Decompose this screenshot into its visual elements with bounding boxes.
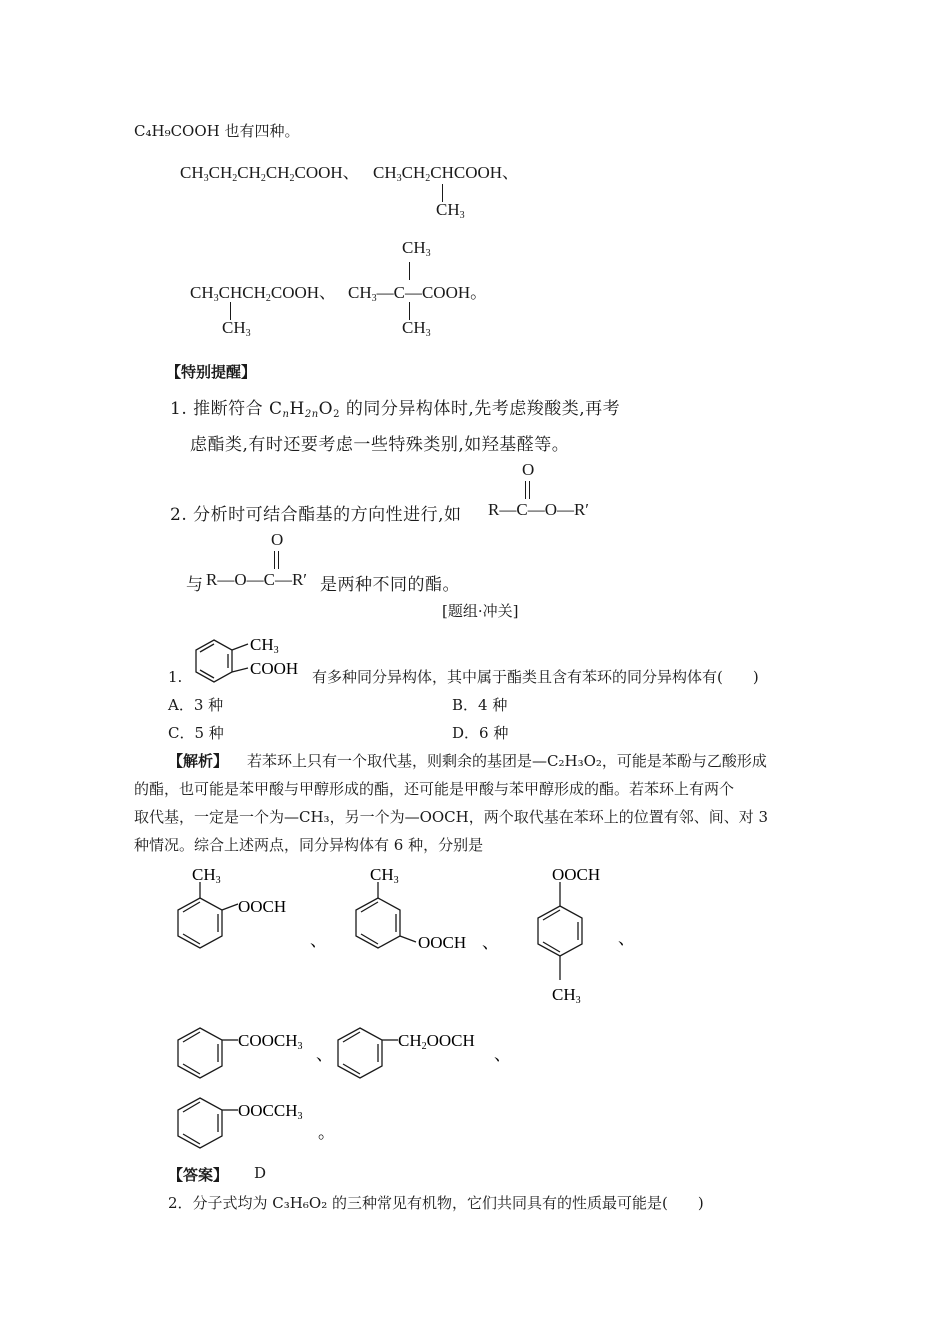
q1-ch3-label: CH3	[250, 635, 279, 656]
tip-item-1-line-2: 虑酯类,有时还要考虑一些特殊类别,如羟基醛等。	[190, 435, 570, 455]
q1-cooh-label: COOH	[250, 659, 299, 678]
double-bond	[525, 481, 530, 499]
analysis-line-1: 若苯环上只有一个取代基，则剩余的基团是—C₂H₃O₂，可能是苯酚与乙酸形成	[232, 752, 767, 770]
answer-label: 【答案】	[168, 1166, 229, 1184]
ester-formula-1: R—C—O—R′	[488, 500, 590, 519]
ester-formula-2: R—O—C—R′	[206, 570, 308, 589]
svg-text:、: 、	[618, 929, 635, 948]
tip-item-1-line-1: 1. 推断符合 $C_nH_{2n}O_2$ 的同分异构体时,先考虑羧酸类,再考	[170, 399, 621, 420]
tip-item-2-line-1: 2. 分析时可结合酯基的方向性进行,如	[170, 505, 462, 525]
acid-dimethyl-top: $CH_3$	[402, 238, 431, 259]
svg-text:CH2OOCH: CH2OOCH	[398, 1031, 475, 1052]
q1-option-b[interactable]: B．4 种	[452, 696, 508, 714]
svg-text:CH3: CH3	[192, 865, 221, 886]
ester-1-carbonyl-o: O	[522, 460, 535, 479]
section-label: [题组·冲关]	[442, 602, 519, 620]
q1-number: 1.	[168, 668, 183, 686]
acid-dimethyl-main: $CH_3—C—COOH$。	[348, 283, 488, 304]
double-bond	[274, 551, 279, 569]
tip-item-2-line-2-pre: 与	[186, 575, 204, 595]
svg-text:。: 。	[318, 1123, 335, 1142]
isomer-methyl-benzoate	[170, 1020, 333, 1090]
svg-text:OOCH: OOCH	[552, 865, 601, 884]
intro-line: C₄H₉COOH 也有四种。	[134, 122, 300, 140]
q1-option-a[interactable]: A．3 种	[168, 696, 224, 714]
acid-pentanoic: $CH_3CH_2CH_2CH_2COOH$、	[180, 163, 360, 184]
q2-stem: 2．分子式均为 C₃H₆O₂ 的三种常见有机物，它们共同具有的性质最可能是( )	[168, 1194, 704, 1212]
svg-text:、: 、	[494, 1045, 511, 1064]
acid-dimethyl-bottom: $CH_3$	[402, 318, 431, 339]
analysis-line-2: 的酯，也可能是苯甲酸与甲醇形成的酯，还可能是甲酸与苯甲醇形成的酯。若苯环上有两个	[134, 780, 735, 798]
svg-text:、: 、	[482, 933, 499, 952]
tip-heading: 【特别提醒】	[166, 363, 257, 381]
isomer-para	[530, 860, 650, 1010]
isomer-meta	[348, 860, 508, 970]
q1-option-d[interactable]: D．6 种	[452, 724, 509, 742]
analysis-label: 【解析】	[168, 752, 229, 770]
ester-2-carbonyl-o: O	[271, 530, 284, 549]
analysis-line-4: 种情况。综合上述两点，同分异构体有 6 种，分别是	[134, 836, 484, 854]
svg-text:OOCCH3: OOCCH3	[238, 1101, 303, 1122]
svg-text:CH3: CH3	[370, 865, 399, 886]
q1-molecule	[188, 632, 313, 690]
isomer-phenyl-acetate	[170, 1090, 370, 1160]
acid-2-methyl-branch: $CH_3$	[436, 200, 465, 221]
isomer-ortho	[170, 860, 330, 970]
svg-text:、: 、	[316, 1045, 333, 1064]
svg-text:OOCH: OOCH	[238, 897, 287, 916]
tip-item-2-line-2-post: 是两种不同的酯。	[320, 575, 460, 595]
svg-text:CH3: CH3	[552, 985, 581, 1006]
acid-2-methylbutanoic: $CH_3CH_2CHCOOH$、	[373, 163, 520, 184]
analysis-line-3: 取代基，一定是一个为—CH₃，另一个为—OOCH，两个取代基在苯环上的位置有邻、间、对 3	[134, 808, 769, 826]
q1-option-c[interactable]: C．5 种	[168, 724, 224, 742]
isomer-benzyl-formate	[330, 1020, 520, 1090]
q1-stem: 有多种同分异构体，其中属于酯类且含有苯环的同分异构体有( )	[312, 668, 759, 686]
svg-text:OOCH: OOCH	[418, 933, 467, 952]
acid-3-methylbutanoic: $CH_3CHCH_2COOH$、	[190, 283, 337, 304]
answer-value: D	[254, 1164, 267, 1182]
acid-3-methyl-branch: $CH_3$	[222, 318, 251, 339]
svg-text:COOCH3: COOCH3	[238, 1031, 303, 1052]
svg-text:、: 、	[310, 931, 327, 950]
